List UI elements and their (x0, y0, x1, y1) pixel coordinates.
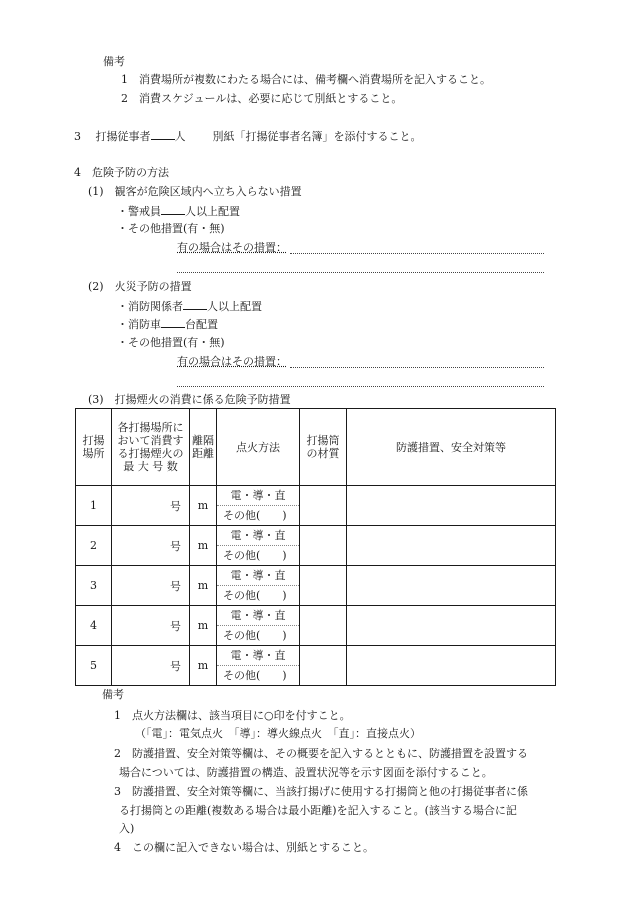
table-header-row (76, 409, 556, 486)
notes1-item-1: 1 消費場所が複数にわたる場合には、備考欄へ消費場所を記入すること。 (121, 73, 491, 86)
distance-cell[interactable]: m (190, 526, 217, 566)
header-ignition: 点火方法 (217, 409, 300, 486)
workers-number: 3 (74, 130, 81, 143)
table-row (76, 646, 556, 686)
header-measures: 防護措置、安全対策等 (347, 409, 556, 486)
launch-site-table (75, 408, 556, 686)
workers-count-field[interactable] (151, 129, 175, 140)
notes2-item-2: 2 防護措置、安全対策等欄は、その概要を記入するとともに、防護措置を設置する (114, 747, 528, 760)
prevention-title: 4 危険予防の方法 (74, 166, 169, 179)
sec2-title: (2) 火災予防の措置 (88, 280, 192, 293)
max-size-cell[interactable]: 号 (112, 526, 190, 566)
sec2-measure-line-2[interactable] (177, 386, 544, 387)
notes2-item-1: 1 点火方法欄は、該当項目に○印を付すこと。 (114, 709, 351, 722)
sec2-measure-line-1[interactable] (290, 367, 544, 368)
sec2-staff-prefix: ・消防関係者 (117, 300, 183, 313)
truck-count-field[interactable] (161, 317, 185, 328)
row-number: 3 (76, 566, 112, 606)
table-row (76, 566, 556, 606)
measures-cell[interactable] (347, 526, 556, 566)
sec1-guard-line (117, 204, 240, 218)
ignition-cell[interactable]: 電・導・直 その他( ) (217, 486, 300, 526)
notes1-item-2: 2 消費スケジュールは、必要に応じて別紙とすること。 (121, 92, 403, 105)
measures-cell[interactable] (347, 606, 556, 646)
sec1-measure-line-1[interactable] (290, 253, 544, 254)
distance-cell[interactable]: m (190, 606, 217, 646)
tube-material-cell[interactable] (300, 566, 347, 606)
workers-label: 打揚従事者 (95, 130, 151, 143)
table-row (76, 486, 556, 526)
measures-cell[interactable] (347, 566, 556, 606)
sec2-truck-suffix: 台配置 (185, 318, 218, 331)
sec3-title: (3) 打揚煙火の消費に係る危険予防措置 (88, 393, 291, 406)
notes2-item-3-cont: る打揚筒との距離(複数ある場合は最小距離)を記入すること。(該当する場合に記 (119, 804, 517, 817)
notes2-item-1-detail: （「電」：電気点火 「導」：導火線点火 「直」：直接点火） (135, 727, 421, 740)
workers-line (74, 129, 422, 143)
ignition-cell[interactable]: 電・導・直 その他( ) (217, 566, 300, 606)
sec2-staff-line (117, 299, 262, 313)
row-number: 4 (76, 606, 112, 646)
max-size-cell[interactable]: 号 (112, 646, 190, 686)
measures-cell[interactable] (347, 486, 556, 526)
row-number: 5 (76, 646, 112, 686)
notes2-item-3-cont2: 入) (119, 822, 135, 835)
workers-note: 別紙「打揚従事者名簿」を添付すること。 (212, 130, 422, 143)
ignition-cell[interactable]: 電・導・直 その他( ) (217, 526, 300, 566)
staff-count-field[interactable] (183, 299, 207, 310)
sec2-truck-line (117, 317, 218, 331)
row-number: 1 (76, 486, 112, 526)
notes2-item-3: 3 防護措置、安全対策等欄に、当該打揚げに使用する打揚筒と他の打揚従事者に係 (114, 785, 528, 798)
sec2-if-yes (177, 355, 287, 368)
ignition-cell[interactable]: 電・導・直 その他( ) (217, 606, 300, 646)
distance-cell[interactable]: m (190, 566, 217, 606)
max-size-cell[interactable]: 号 (112, 606, 190, 646)
sec2-truck-prefix: ・消防車 (117, 318, 161, 331)
sec1-other: ・その他措置(有・無) (117, 222, 225, 235)
header-distance: 離隔 距離 (190, 409, 217, 486)
sec1-measure-line-2[interactable] (177, 272, 544, 273)
guard-count-field[interactable] (161, 204, 185, 215)
sec1-title: (1) 観客が危険区域内へ立ち入らない措置 (88, 185, 302, 198)
table-row (76, 526, 556, 566)
tube-material-cell[interactable] (300, 646, 347, 686)
distance-cell[interactable]: m (190, 486, 217, 526)
sec1-if-yes-label: 有の場合はその措置： (177, 241, 287, 254)
tube-material-cell[interactable] (300, 526, 347, 566)
workers-unit: 人 (174, 130, 186, 143)
row-number: 2 (76, 526, 112, 566)
measures-cell[interactable] (347, 646, 556, 686)
header-place: 打揚 場所 (76, 409, 112, 486)
ignition-cell[interactable]: 電・導・直 その他( ) (217, 646, 300, 686)
header-tube-material: 打揚筒 の材質 (300, 409, 347, 486)
sec1-guard-prefix: ・警戒員 (117, 205, 161, 218)
notes1-title: 備考 (103, 55, 125, 68)
header-max-size: 各打揚場所に おいて消費す る打揚煙火の 最 大 号 数 (112, 409, 190, 486)
notes2-item-2-cont: 場合については、防護措置の構造、設置状況等を示す図面を添付すること。 (119, 766, 493, 779)
max-size-cell[interactable]: 号 (112, 566, 190, 606)
tube-material-cell[interactable] (300, 486, 347, 526)
sec1-if-yes (177, 241, 287, 254)
sec2-staff-suffix: 人以上配置 (207, 300, 262, 313)
sec1-guard-suffix: 人以上配置 (185, 205, 240, 218)
notes2-title: 備考 (102, 688, 124, 701)
sec2-if-yes-label: 有の場合はその措置： (177, 355, 287, 368)
tube-material-cell[interactable] (300, 606, 347, 646)
table-row (76, 606, 556, 646)
notes2-item-4: 4 この欄に記入できない場合は、別紙とすること。 (114, 841, 374, 854)
sec2-other: ・その他措置(有・無) (117, 336, 225, 349)
distance-cell[interactable]: m (190, 646, 217, 686)
max-size-cell[interactable]: 号 (112, 486, 190, 526)
